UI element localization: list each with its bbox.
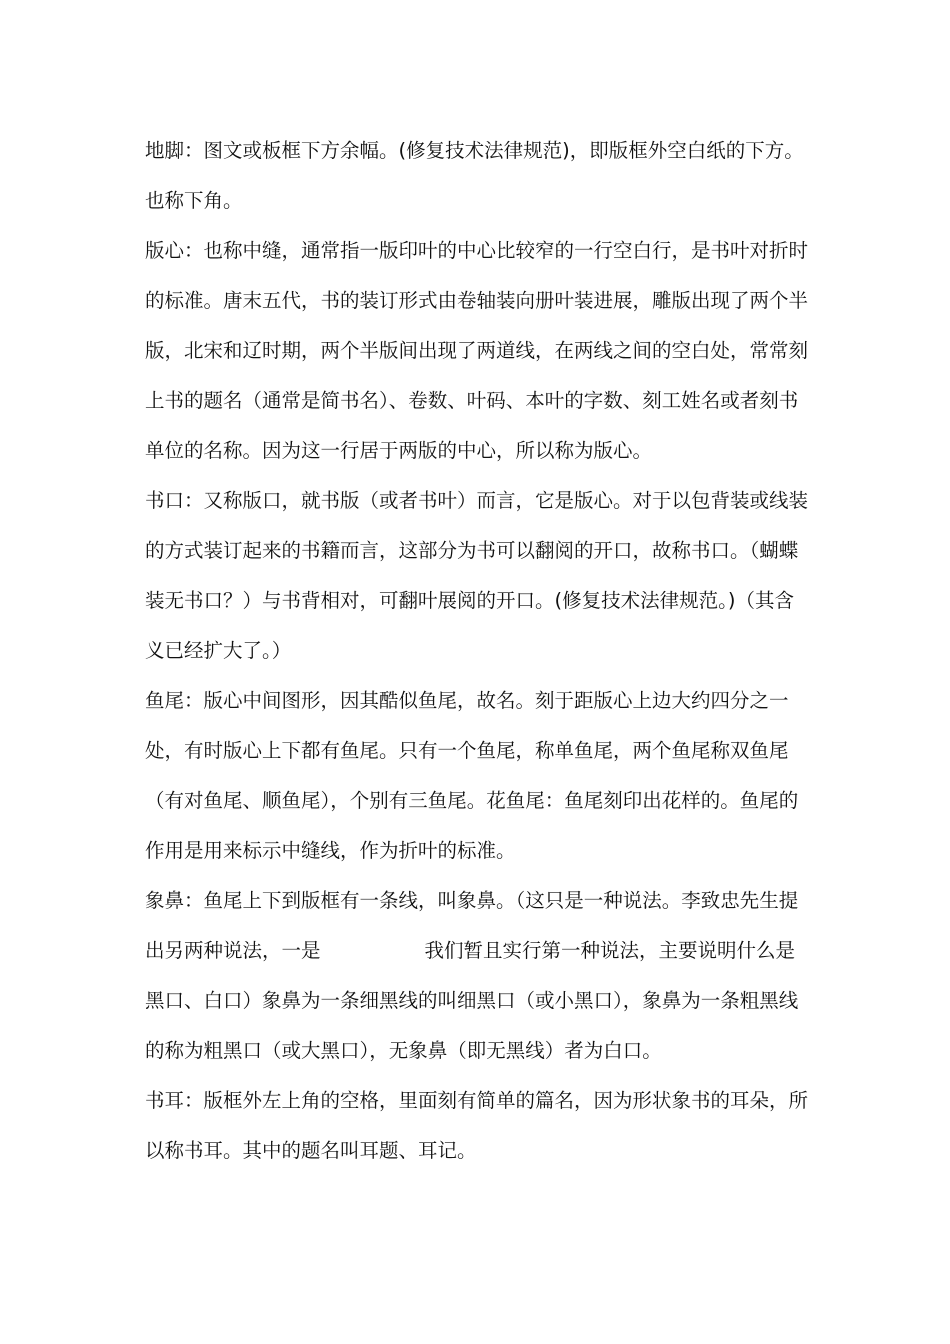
paragraph-text: 鱼尾：版心中间图形，因其酷似鱼尾，故名。刻于距版心上边大约四分之一处，有时版心上下都有鱼尾。只有一个鱼尾，称单鱼尾，两个鱼尾称双鱼尾（有对鱼尾、顺鱼尾），个别有三鱼尾。花鱼尾：鱼尾刻印出花样的。鱼尾的作用是用来标示中缝线，作为折叶的标准。 (145, 689, 799, 862)
paragraph-dijiao: 地脚：图文或板框下方余幅。(修复技术法律规范)，即版框外空白纸的下方。也称下角。 (145, 139, 804, 212)
paragraph-text: 书口：又称版口，就书版（或者书叶）而言，它是版心。对于以包背装或线装的方式装订起来的书籍而言，这部分为书可以翻阅的开口，故称书口。（蝴蝶装无书口？）与书背相对，可翻叶展阅的开口。(修复技术法律规范。)（其含义已经扩大了。） (145, 489, 809, 662)
paragraph-text: 书耳：版框外左上角的空格，里面刻有简单的篇名，因为形状象书的耳朵，所以称书耳。其中的题名叫耳题、耳记。 (145, 1089, 809, 1162)
paragraph-text-part-a: 象鼻：鱼尾上下到版框有一条线，叫象鼻。（这只是一种说法。李致忠先生提出另两种说法，一是 (145, 889, 799, 962)
paragraph-banxin (145, 226, 810, 476)
document-body (145, 126, 810, 1176)
paragraph-xiangbi (145, 876, 810, 1076)
paragraph-shukou (145, 476, 810, 676)
paragraph-text-part-b: 我们暂且实行第一种说法，主要说明什么是黑口、白口）象鼻为一条细黑线的叫细黑口（或小黑口），象鼻为一条粗黑线的称为粗黑口（或大黑口），无象鼻（即无黑线）者为白口。 (145, 939, 799, 1062)
paragraph-text: 版心：也称中缝，通常指一版印叶的中心比较窄的一行空白行，是书叶对折时的标准。唐末五代，书的装订形式由卷轴装向册叶装进展，雕版出现了两个半版，北宋和辽时期，两个半版间出现了两道线，在两线之间的空白处，常常刻上书的题名（通常是简书名）、卷数、叶码、本叶的字数、刻工姓名或者刻书单位的名称。因为这一行居于两版的中心，所以称为版心。 (145, 239, 809, 462)
paragraph-yuwei (145, 676, 810, 876)
paragraph-shuer (145, 1076, 810, 1176)
